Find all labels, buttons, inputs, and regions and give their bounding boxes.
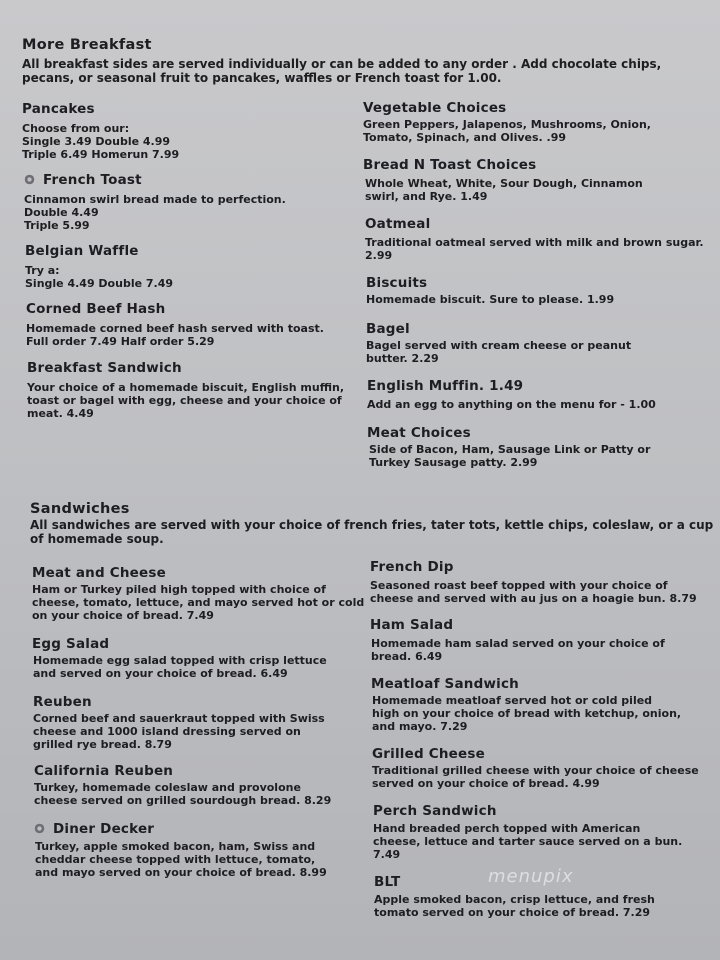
item-description: Choose from our: Single 3.49 Double 4.99 Triple 6.49 Homerun 7.99: [22, 122, 180, 161]
item-description: Traditional grilled cheese with your choice of cheese served on your choice of bread. 4.99: [372, 764, 699, 790]
item-description: Homemade corned beef hash served with toast. Full order 7.49 Half order 5.29: [26, 322, 324, 348]
item-description: Hand breaded perch topped with American cheese, lettuce and tarter sauce served on a bun. 7.49: [373, 822, 683, 861]
item-heading: Ham Salad: [370, 617, 454, 633]
item-heading: Bread N Toast Choices: [363, 157, 537, 173]
item-description: Homemade ham salad served on your choice of bread. 6.49: [371, 637, 665, 663]
item-heading: Meat Choices: [367, 425, 471, 441]
item-heading: Belgian Waffle: [25, 243, 139, 259]
item-heading: California Reuben: [34, 763, 174, 779]
item-description: Homemade meatloaf served hot or cold piled high on your choice of bread with ketchup, onion, and mayo. 7.29: [372, 694, 682, 733]
item-heading: BLT: [374, 874, 401, 890]
breakfast-intro: All breakfast sides are served individually or can be added to any order . Add chocolate chips, pecans, or seasonal fruit to pancakes, waffles or French toast for 1.00.: [22, 57, 662, 85]
item-heading: Corned Beef Hash: [26, 301, 166, 317]
sandwiches-title: Sandwiches: [30, 501, 130, 517]
item-heading: Egg Salad: [32, 636, 110, 652]
item-heading: Biscuits: [366, 275, 428, 291]
item-description: Apple smoked bacon, crisp lettuce, and fresh tomato served on your choice of bread. 7.29: [374, 893, 655, 919]
item-description: Cinnamon swirl bread made to perfection. Double 4.49 Triple 5.99: [24, 193, 286, 232]
item-description: Seasoned roast beef topped with your choice of cheese and served with au jus on a hoagie bun. 8.79: [370, 579, 697, 605]
item-description: Green Peppers, Jalapenos, Mushrooms, Onion, Tomato, Spinach, and Olives. .99: [363, 118, 651, 144]
item-heading: Perch Sandwich: [373, 803, 497, 819]
item-description: Corned beef and sauerkraut topped with Swiss cheese and 1000 island dressing served on grilled rye bread. 8.79: [33, 712, 325, 751]
item-description: Turkey, homemade coleslaw and provolone cheese served on grilled sourdough bread. 8.29: [34, 781, 332, 807]
item-description: Add an egg to anything on the menu for - 1.00: [367, 398, 656, 411]
item-heading: Meatloaf Sandwich: [371, 676, 519, 692]
item-heading: Grilled Cheese: [372, 746, 485, 762]
item-heading: Breakfast Sandwich: [27, 360, 182, 376]
item-heading: Meat and Cheese: [32, 565, 166, 581]
item-heading: Reuben: [33, 694, 92, 710]
breakfast-title: More Breakfast: [22, 37, 152, 53]
item-heading: English Muffin. 1.49: [367, 378, 524, 394]
item-description: Turkey, apple smoked bacon, ham, Swiss and cheddar cheese topped with lettuce, tomato, and mayo served on your choice of bread. 8.99: [35, 840, 327, 879]
item-heading: Vegetable Choices: [363, 100, 507, 116]
item-description: Whole Wheat, White, Sour Dough, Cinnamon swirl, and Rye. 1.49: [365, 177, 643, 203]
gear-bullet-icon: [24, 174, 35, 185]
item-heading: French Toast: [24, 172, 142, 188]
item-heading: Pancakes: [22, 101, 95, 117]
item-description: Try a: Single 4.49 Double 7.49: [25, 264, 174, 290]
gear-bullet-icon: [34, 823, 45, 834]
item-description: Your choice of a homemade biscuit, English muffin, toast or bagel with egg, cheese and your choice of meat. 4.49: [27, 381, 344, 420]
item-description: Side of Bacon, Ham, Sausage Link or Patty or Turkey Sausage patty. 2.99: [369, 443, 651, 469]
sandwiches-intro: All sandwiches are served with your choice of french fries, tater tots, kettle chips, coleslaw, or a cup of homemade soup.: [30, 518, 714, 546]
item-description: Homemade biscuit. Sure to please. 1.99: [366, 293, 615, 306]
item-heading: Oatmeal: [365, 216, 431, 232]
menupix-watermark: menupix: [488, 866, 574, 887]
item-description: Traditional oatmeal served with milk and brown sugar. 2.99: [365, 236, 704, 262]
item-description: Bagel served with cream cheese or peanut butter. 2.29: [366, 339, 632, 365]
item-heading: French Dip: [370, 559, 454, 575]
item-description: Homemade egg salad topped with crisp lettuce and served on your choice of bread. 6.49: [33, 654, 327, 680]
item-heading: Diner Decker: [34, 821, 154, 837]
item-description: Ham or Turkey piled high topped with choice of cheese, tomato, lettuce, and mayo served hot or cold on your choice of bread. 7.49: [32, 583, 365, 622]
item-heading: Bagel: [366, 321, 410, 337]
